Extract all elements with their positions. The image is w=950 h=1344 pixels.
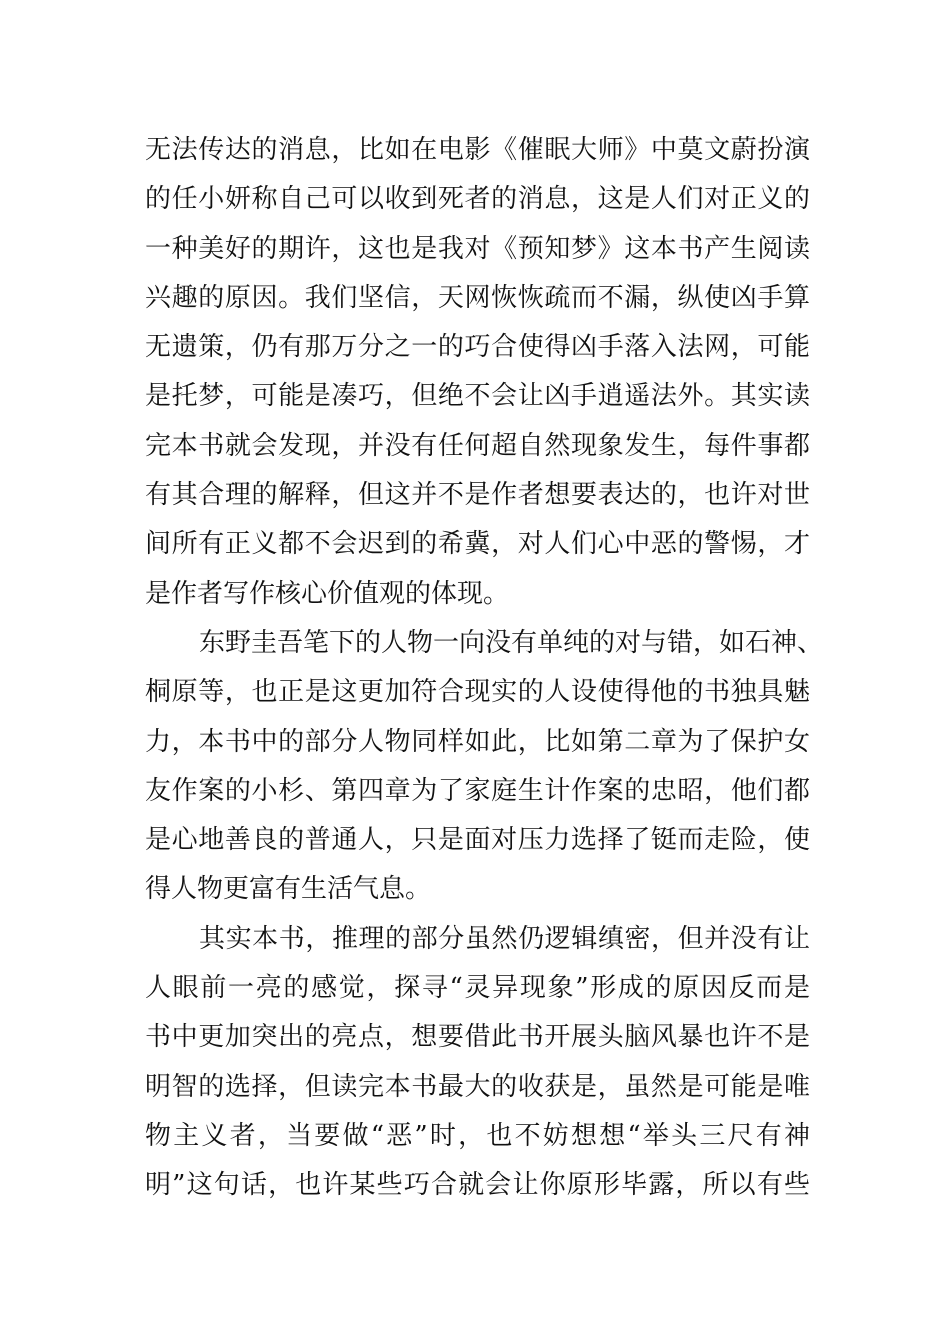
text-line: 兴趣的原因。我们坚信，天网恢恢疏而不漏，纵使凶手算 (145, 282, 810, 313)
text-line: 其实本书，推理的部分虽然仍逻辑缜密，但并没有让 (199, 923, 810, 954)
text-line: 无法传达的消息，比如在电影《催眠大师》中莫文蔚扮演 (145, 135, 810, 165)
text-line: 明智的选择，但读完本书最大的收获是，虽然是可能是唯 (145, 1071, 810, 1102)
text-line: 得人物更富有生活气息。 (145, 874, 432, 905)
text-line: 完本书就会发现，并没有任何超自然现象发生，每件事都 (145, 430, 810, 461)
text-line: 的任小妍称自己可以收到死者的消息，这是人们对正义的 (145, 184, 810, 215)
text-line: 东野圭吾笔下的人物一向没有单纯的对与错，如石神、 (199, 627, 824, 658)
body-text (145, 126, 824, 1211)
text-line: 是作者写作核心价值观的体现。 (145, 578, 510, 609)
text-line: 明”这句话，也许某些巧合就会让你原形毕露，所以有些 (145, 1170, 810, 1201)
text-line: 一种美好的期许，这也是我对《预知梦》这本书产生阅读 (145, 233, 810, 264)
text-line: 桐原等，也正是这更加符合现实的人设使得他的书独具魅 (145, 677, 810, 708)
text-line: 友作案的小杉、第四章为了家庭生计作案的忠昭，他们都 (145, 775, 810, 806)
text-line: 力，本书中的部分人物同样如此，比如第二章为了保护女 (145, 726, 810, 757)
text-line: 人眼前一亮的感觉，探寻“灵异现象”形成的原因反而是 (145, 973, 810, 1004)
text-line: 间所有正义都不会迟到的希冀，对人们心中恶的警惕，才 (145, 529, 810, 560)
text-line: 无遗策，仍有那万分之一的巧合使得凶手落入法网，可能 (145, 332, 810, 363)
text-line: 有其合理的解释，但这并不是作者想要表达的，也许对世 (145, 480, 810, 511)
text-line: 是托梦，可能是凑巧，但绝不会让凶手逍遥法外。其实读 (145, 381, 810, 412)
text-line: 是心地善良的普通人，只是面对压力选择了铤而走险，使 (145, 825, 810, 856)
text-line: 物主义者，当要做“恶”时，也不妨想想“举头三尺有神 (145, 1120, 810, 1151)
text-line: 书中更加突出的亮点，想要借此书开展头脑风暴也许不是 (145, 1022, 810, 1053)
